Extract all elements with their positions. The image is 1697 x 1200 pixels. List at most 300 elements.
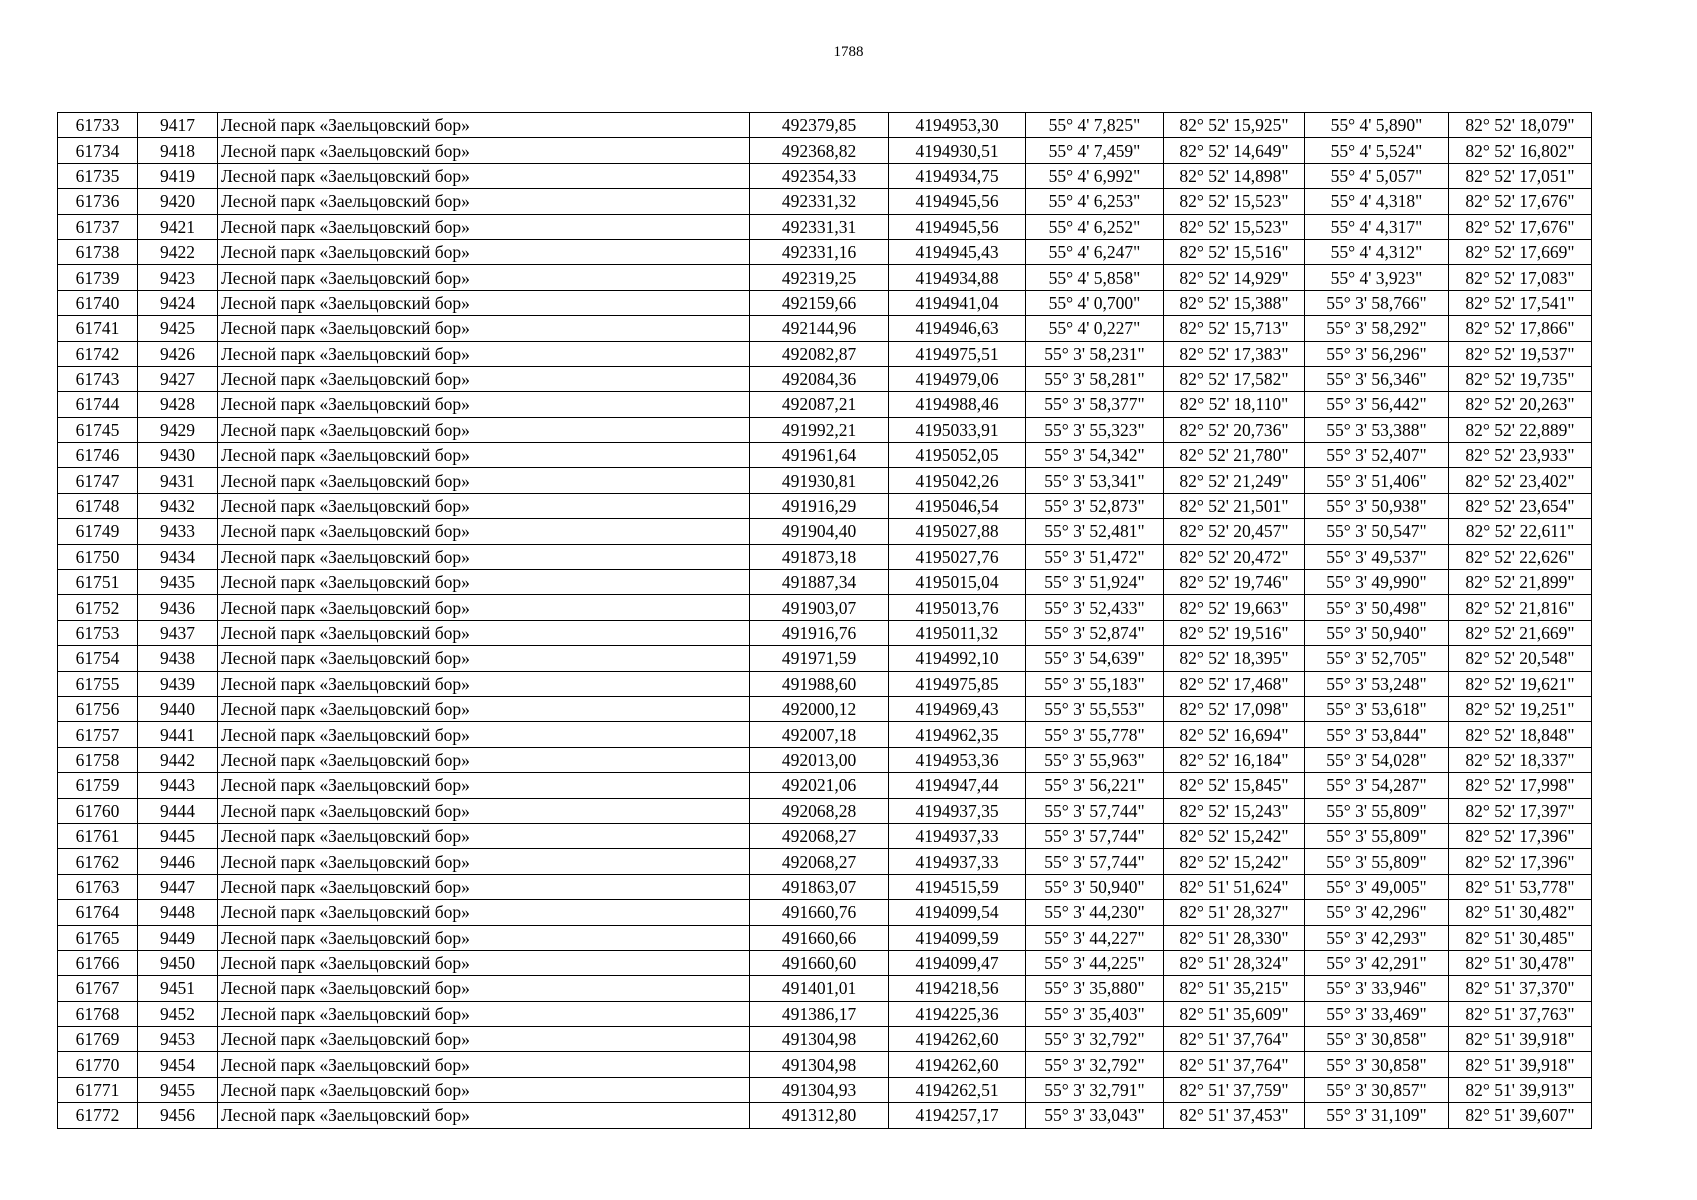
cell-longitude-2: 82° 52' 17,051": [1449, 163, 1592, 188]
cell-object-name: Лесной парк «Заельцовский бор»: [218, 925, 750, 950]
cell-longitude-2: 82° 52' 16,802": [1449, 138, 1592, 163]
cell-y-coordinate: 4194946,63: [889, 316, 1026, 341]
cell-row-number: 61737: [58, 214, 138, 239]
cell-object-name: Лесной парк «Заельцовский бор»: [218, 874, 750, 899]
cell-latitude-2: 55° 3' 49,990": [1305, 570, 1449, 595]
cell-row-number: 61758: [58, 747, 138, 772]
cell-y-coordinate: 4194975,51: [889, 341, 1026, 366]
cell-y-coordinate: 4194992,10: [889, 646, 1026, 671]
cell-row-number: 61745: [58, 417, 138, 442]
cell-longitude-2: 82° 52' 17,396": [1449, 849, 1592, 874]
cell-latitude-1: 55° 4' 0,700": [1026, 290, 1164, 315]
table-row: [58, 849, 1592, 874]
cell-x-coordinate: 491904,40: [750, 519, 889, 544]
cell-latitude-2: 55° 3' 55,809": [1305, 823, 1449, 848]
table-row: [58, 1052, 1592, 1077]
cell-y-coordinate: 4195033,91: [889, 417, 1026, 442]
table-row: [58, 646, 1592, 671]
cell-y-coordinate: 4194945,43: [889, 239, 1026, 264]
cell-row-number: 61739: [58, 265, 138, 290]
cell-object-name: Лесной парк «Заельцовский бор»: [218, 798, 750, 823]
table-row: [58, 316, 1592, 341]
cell-x-coordinate: 491304,98: [750, 1027, 889, 1052]
cell-x-coordinate: 491971,59: [750, 646, 889, 671]
cell-row-number: 61762: [58, 849, 138, 874]
cell-longitude-1: 82° 52' 15,845": [1164, 773, 1305, 798]
cell-row-number: 61753: [58, 620, 138, 645]
cell-object-name: Лесной парк «Заельцовский бор»: [218, 366, 750, 391]
cell-point-number: 9443: [138, 773, 218, 798]
cell-object-name: Лесной парк «Заельцовский бор»: [218, 976, 750, 1001]
table-row: [58, 773, 1592, 798]
cell-longitude-2: 82° 52' 20,548": [1449, 646, 1592, 671]
cell-x-coordinate: 492331,16: [750, 239, 889, 264]
cell-latitude-2: 55° 3' 55,809": [1305, 849, 1449, 874]
cell-point-number: 9452: [138, 1001, 218, 1026]
cell-object-name: Лесной парк «Заельцовский бор»: [218, 696, 750, 721]
cell-y-coordinate: 4194979,06: [889, 366, 1026, 391]
cell-object-name: Лесной парк «Заельцовский бор»: [218, 1001, 750, 1026]
cell-longitude-1: 82° 52' 20,457": [1164, 519, 1305, 544]
cell-longitude-2: 82° 52' 22,626": [1449, 544, 1592, 569]
cell-object-name: Лесной парк «Заельцовский бор»: [218, 570, 750, 595]
table-row: [58, 265, 1592, 290]
cell-object-name: Лесной парк «Заельцовский бор»: [218, 417, 750, 442]
cell-y-coordinate: 4194515,59: [889, 874, 1026, 899]
cell-latitude-2: 55° 3' 53,618": [1305, 696, 1449, 721]
cell-longitude-1: 82° 52' 21,501": [1164, 493, 1305, 518]
cell-point-number: 9455: [138, 1077, 218, 1102]
cell-y-coordinate: 4194953,36: [889, 747, 1026, 772]
cell-row-number: 61735: [58, 163, 138, 188]
cell-latitude-1: 55° 3' 51,472": [1026, 544, 1164, 569]
cell-longitude-2: 82° 52' 22,889": [1449, 417, 1592, 442]
cell-longitude-2: 82° 52' 21,669": [1449, 620, 1592, 645]
cell-y-coordinate: 4194257,17: [889, 1103, 1026, 1128]
cell-latitude-2: 55° 3' 53,248": [1305, 671, 1449, 696]
cell-row-number: 61752: [58, 595, 138, 620]
cell-row-number: 61754: [58, 646, 138, 671]
cell-row-number: 61744: [58, 392, 138, 417]
cell-longitude-2: 82° 52' 22,611": [1449, 519, 1592, 544]
cell-x-coordinate: 491660,66: [750, 925, 889, 950]
cell-y-coordinate: 4194099,47: [889, 950, 1026, 975]
cell-point-number: 9433: [138, 519, 218, 544]
cell-point-number: 9446: [138, 849, 218, 874]
cell-latitude-1: 55° 3' 55,183": [1026, 671, 1164, 696]
cell-latitude-1: 55° 3' 55,553": [1026, 696, 1164, 721]
cell-x-coordinate: 492068,27: [750, 849, 889, 874]
cell-point-number: 9422: [138, 239, 218, 264]
cell-object-name: Лесной парк «Заельцовский бор»: [218, 493, 750, 518]
cell-object-name: Лесной парк «Заельцовский бор»: [218, 900, 750, 925]
cell-row-number: 61738: [58, 239, 138, 264]
cell-row-number: 61770: [58, 1052, 138, 1077]
table-row: [58, 823, 1592, 848]
table-row: [58, 570, 1592, 595]
cell-latitude-1: 55° 3' 52,433": [1026, 595, 1164, 620]
table-row: [58, 519, 1592, 544]
cell-point-number: 9454: [138, 1052, 218, 1077]
cell-object-name: Лесной парк «Заельцовский бор»: [218, 722, 750, 747]
cell-latitude-1: 55° 3' 54,639": [1026, 646, 1164, 671]
cell-object-name: Лесной парк «Заельцовский бор»: [218, 265, 750, 290]
cell-point-number: 9427: [138, 366, 218, 391]
cell-latitude-2: 55° 4' 4,318": [1305, 189, 1449, 214]
table-row: [58, 468, 1592, 493]
cell-longitude-2: 82° 51' 37,370": [1449, 976, 1592, 1001]
table-row: [58, 671, 1592, 696]
cell-object-name: Лесной парк «Заельцовский бор»: [218, 747, 750, 772]
cell-object-name: Лесной парк «Заельцовский бор»: [218, 1052, 750, 1077]
cell-longitude-1: 82° 52' 21,249": [1164, 468, 1305, 493]
cell-longitude-1: 82° 51' 51,624": [1164, 874, 1305, 899]
cell-row-number: 61750: [58, 544, 138, 569]
cell-longitude-1: 82° 52' 21,780": [1164, 443, 1305, 468]
cell-latitude-2: 55° 3' 42,291": [1305, 950, 1449, 975]
cell-row-number: 61742: [58, 341, 138, 366]
cell-y-coordinate: 4195052,05: [889, 443, 1026, 468]
cell-latitude-1: 55° 3' 35,880": [1026, 976, 1164, 1001]
cell-y-coordinate: 4194262,51: [889, 1077, 1026, 1102]
cell-y-coordinate: 4195027,88: [889, 519, 1026, 544]
cell-object-name: Лесной парк «Заельцовский бор»: [218, 595, 750, 620]
cell-longitude-1: 82° 51' 37,764": [1164, 1052, 1305, 1077]
cell-latitude-1: 55° 4' 6,253": [1026, 189, 1164, 214]
cell-point-number: 9434: [138, 544, 218, 569]
table-row: [58, 620, 1592, 645]
cell-y-coordinate: 4195011,32: [889, 620, 1026, 645]
cell-latitude-1: 55° 3' 53,341": [1026, 468, 1164, 493]
cell-row-number: 61759: [58, 773, 138, 798]
cell-longitude-1: 82° 52' 14,929": [1164, 265, 1305, 290]
cell-latitude-1: 55° 4' 5,858": [1026, 265, 1164, 290]
cell-longitude-2: 82° 52' 18,848": [1449, 722, 1592, 747]
cell-latitude-2: 55° 4' 3,923": [1305, 265, 1449, 290]
cell-x-coordinate: 491401,01: [750, 976, 889, 1001]
cell-longitude-2: 82° 51' 30,485": [1449, 925, 1592, 950]
cell-latitude-2: 55° 3' 58,292": [1305, 316, 1449, 341]
cell-point-number: 9450: [138, 950, 218, 975]
cell-x-coordinate: 492021,06: [750, 773, 889, 798]
cell-row-number: 61751: [58, 570, 138, 595]
cell-y-coordinate: 4194941,04: [889, 290, 1026, 315]
cell-latitude-1: 55° 4' 7,459": [1026, 138, 1164, 163]
cell-latitude-2: 55° 3' 31,109": [1305, 1103, 1449, 1128]
cell-longitude-1: 82° 52' 15,243": [1164, 798, 1305, 823]
table-row: [58, 239, 1592, 264]
cell-y-coordinate: 4194937,33: [889, 823, 1026, 848]
cell-object-name: Лесной парк «Заельцовский бор»: [218, 214, 750, 239]
cell-point-number: 9445: [138, 823, 218, 848]
cell-object-name: Лесной парк «Заельцовский бор»: [218, 443, 750, 468]
cell-longitude-1: 82° 52' 17,468": [1164, 671, 1305, 696]
cell-point-number: 9438: [138, 646, 218, 671]
cell-x-coordinate: 492082,87: [750, 341, 889, 366]
cell-object-name: Лесной парк «Заельцовский бор»: [218, 468, 750, 493]
cell-row-number: 61746: [58, 443, 138, 468]
cell-row-number: 61771: [58, 1077, 138, 1102]
cell-x-coordinate: 492068,27: [750, 823, 889, 848]
cell-y-coordinate: 4194262,60: [889, 1052, 1026, 1077]
cell-object-name: Лесной парк «Заельцовский бор»: [218, 1103, 750, 1128]
cell-row-number: 61734: [58, 138, 138, 163]
cell-latitude-1: 55° 3' 33,043": [1026, 1103, 1164, 1128]
cell-latitude-1: 55° 3' 44,227": [1026, 925, 1164, 950]
cell-object-name: Лесной парк «Заельцовский бор»: [218, 163, 750, 188]
cell-point-number: 9456: [138, 1103, 218, 1128]
cell-x-coordinate: 492319,25: [750, 265, 889, 290]
table-row: [58, 189, 1592, 214]
cell-longitude-2: 82° 52' 21,899": [1449, 570, 1592, 595]
cell-latitude-2: 55° 3' 53,388": [1305, 417, 1449, 442]
cell-point-number: 9440: [138, 696, 218, 721]
cell-longitude-2: 82° 52' 19,735": [1449, 366, 1592, 391]
cell-point-number: 9436: [138, 595, 218, 620]
cell-latitude-1: 55° 4' 6,252": [1026, 214, 1164, 239]
cell-y-coordinate: 4194262,60: [889, 1027, 1026, 1052]
cell-object-name: Лесной парк «Заельцовский бор»: [218, 290, 750, 315]
cell-longitude-2: 82° 51' 37,763": [1449, 1001, 1592, 1026]
cell-latitude-2: 55° 3' 42,293": [1305, 925, 1449, 950]
cell-y-coordinate: 4194934,88: [889, 265, 1026, 290]
cell-longitude-1: 82° 52' 15,713": [1164, 316, 1305, 341]
cell-row-number: 61741: [58, 316, 138, 341]
cell-row-number: 61764: [58, 900, 138, 925]
table-row: [58, 113, 1592, 138]
cell-row-number: 61756: [58, 696, 138, 721]
cell-longitude-1: 82° 52' 20,472": [1164, 544, 1305, 569]
table-row: [58, 747, 1592, 772]
cell-longitude-2: 82° 51' 39,913": [1449, 1077, 1592, 1102]
cell-longitude-1: 82° 52' 15,242": [1164, 849, 1305, 874]
cell-latitude-2: 55° 3' 30,858": [1305, 1052, 1449, 1077]
cell-latitude-1: 55° 3' 32,792": [1026, 1052, 1164, 1077]
cell-y-coordinate: 4194225,36: [889, 1001, 1026, 1026]
cell-point-number: 9453: [138, 1027, 218, 1052]
cell-longitude-1: 82° 52' 19,746": [1164, 570, 1305, 595]
cell-longitude-2: 82° 52' 17,541": [1449, 290, 1592, 315]
cell-longitude-1: 82° 51' 37,453": [1164, 1103, 1305, 1128]
cell-x-coordinate: 492013,00: [750, 747, 889, 772]
cell-latitude-1: 55° 3' 44,230": [1026, 900, 1164, 925]
cell-x-coordinate: 491304,93: [750, 1077, 889, 1102]
cell-y-coordinate: 4194953,30: [889, 113, 1026, 138]
cell-x-coordinate: 491961,64: [750, 443, 889, 468]
cell-latitude-1: 55° 3' 51,924": [1026, 570, 1164, 595]
coordinates-table-body: [58, 113, 1592, 1129]
table-row: [58, 392, 1592, 417]
table-row: [58, 925, 1592, 950]
cell-point-number: 9448: [138, 900, 218, 925]
cell-y-coordinate: 4194947,44: [889, 773, 1026, 798]
coordinates-table: [57, 112, 1592, 1129]
cell-y-coordinate: 4194945,56: [889, 214, 1026, 239]
cell-latitude-2: 55° 4' 4,317": [1305, 214, 1449, 239]
cell-y-coordinate: 4194945,56: [889, 189, 1026, 214]
cell-longitude-1: 82° 52' 20,736": [1164, 417, 1305, 442]
cell-longitude-2: 82° 51' 39,918": [1449, 1052, 1592, 1077]
cell-row-number: 61747: [58, 468, 138, 493]
cell-latitude-2: 55° 3' 33,469": [1305, 1001, 1449, 1026]
cell-longitude-2: 82° 52' 19,251": [1449, 696, 1592, 721]
cell-longitude-1: 82° 52' 14,898": [1164, 163, 1305, 188]
cell-longitude-2: 82° 52' 17,866": [1449, 316, 1592, 341]
cell-y-coordinate: 4194962,35: [889, 722, 1026, 747]
cell-object-name: Лесной парк «Заельцовский бор»: [218, 671, 750, 696]
cell-latitude-2: 55° 3' 52,705": [1305, 646, 1449, 671]
cell-x-coordinate: 492331,32: [750, 189, 889, 214]
cell-y-coordinate: 4195046,54: [889, 493, 1026, 518]
cell-latitude-1: 55° 3' 57,744": [1026, 823, 1164, 848]
cell-x-coordinate: 491386,17: [750, 1001, 889, 1026]
cell-latitude-1: 55° 3' 55,323": [1026, 417, 1164, 442]
cell-latitude-1: 55° 4' 6,992": [1026, 163, 1164, 188]
cell-longitude-2: 82° 51' 53,778": [1449, 874, 1592, 899]
table-row: [58, 163, 1592, 188]
cell-longitude-1: 82° 52' 16,184": [1164, 747, 1305, 772]
cell-longitude-2: 82° 52' 19,537": [1449, 341, 1592, 366]
cell-x-coordinate: 491304,98: [750, 1052, 889, 1077]
cell-object-name: Лесной парк «Заельцовский бор»: [218, 849, 750, 874]
cell-longitude-2: 82° 52' 20,263": [1449, 392, 1592, 417]
cell-object-name: Лесной парк «Заельцовский бор»: [218, 646, 750, 671]
cell-longitude-1: 82° 51' 35,609": [1164, 1001, 1305, 1026]
cell-x-coordinate: 492354,33: [750, 163, 889, 188]
table-row: [58, 900, 1592, 925]
page-number: 1788: [833, 44, 864, 60]
cell-x-coordinate: 491660,76: [750, 900, 889, 925]
cell-latitude-2: 55° 3' 54,287": [1305, 773, 1449, 798]
cell-point-number: 9428: [138, 392, 218, 417]
cell-latitude-2: 55° 3' 50,498": [1305, 595, 1449, 620]
cell-object-name: Лесной парк «Заельцовский бор»: [218, 519, 750, 544]
cell-latitude-2: 55° 4' 4,312": [1305, 239, 1449, 264]
table-row: [58, 1103, 1592, 1128]
cell-latitude-2: 55° 4' 5,890": [1305, 113, 1449, 138]
cell-latitude-2: 55° 3' 56,442": [1305, 392, 1449, 417]
cell-x-coordinate: 491660,60: [750, 950, 889, 975]
cell-latitude-1: 55° 3' 58,377": [1026, 392, 1164, 417]
cell-y-coordinate: 4194969,43: [889, 696, 1026, 721]
cell-longitude-1: 82° 51' 28,324": [1164, 950, 1305, 975]
cell-object-name: Лесной парк «Заельцовский бор»: [218, 773, 750, 798]
cell-y-coordinate: 4195042,26: [889, 468, 1026, 493]
cell-point-number: 9423: [138, 265, 218, 290]
cell-x-coordinate: 491930,81: [750, 468, 889, 493]
cell-point-number: 9421: [138, 214, 218, 239]
cell-row-number: 61749: [58, 519, 138, 544]
cell-row-number: 61760: [58, 798, 138, 823]
cell-longitude-2: 82° 52' 21,816": [1449, 595, 1592, 620]
cell-y-coordinate: 4194930,51: [889, 138, 1026, 163]
cell-longitude-2: 82° 52' 17,676": [1449, 214, 1592, 239]
cell-object-name: Лесной парк «Заельцовский бор»: [218, 823, 750, 848]
cell-y-coordinate: 4195013,76: [889, 595, 1026, 620]
cell-object-name: Лесной парк «Заельцовский бор»: [218, 1027, 750, 1052]
cell-longitude-2: 82° 52' 23,654": [1449, 493, 1592, 518]
cell-latitude-1: 55° 3' 32,791": [1026, 1077, 1164, 1102]
cell-latitude-2: 55° 3' 56,346": [1305, 366, 1449, 391]
cell-latitude-1: 55° 3' 57,744": [1026, 849, 1164, 874]
cell-latitude-1: 55° 3' 35,403": [1026, 1001, 1164, 1026]
cell-point-number: 9441: [138, 722, 218, 747]
cell-longitude-2: 82° 52' 17,676": [1449, 189, 1592, 214]
cell-x-coordinate: 491992,21: [750, 417, 889, 442]
cell-object-name: Лесной парк «Заельцовский бор»: [218, 950, 750, 975]
cell-object-name: Лесной парк «Заельцовский бор»: [218, 620, 750, 645]
cell-point-number: 9424: [138, 290, 218, 315]
cell-x-coordinate: 491916,76: [750, 620, 889, 645]
cell-longitude-2: 82° 51' 39,607": [1449, 1103, 1592, 1128]
cell-x-coordinate: 492084,36: [750, 366, 889, 391]
table-row: [58, 544, 1592, 569]
cell-point-number: 9425: [138, 316, 218, 341]
cell-latitude-1: 55° 3' 44,225": [1026, 950, 1164, 975]
cell-longitude-2: 82° 52' 17,083": [1449, 265, 1592, 290]
cell-x-coordinate: 492000,12: [750, 696, 889, 721]
cell-longitude-1: 82° 52' 18,395": [1164, 646, 1305, 671]
cell-y-coordinate: 4195015,04: [889, 570, 1026, 595]
cell-longitude-1: 82° 52' 14,649": [1164, 138, 1305, 163]
cell-longitude-2: 82° 52' 19,621": [1449, 671, 1592, 696]
cell-row-number: 61743: [58, 366, 138, 391]
cell-point-number: 9442: [138, 747, 218, 772]
cell-object-name: Лесной парк «Заельцовский бор»: [218, 239, 750, 264]
table-row: [58, 1001, 1592, 1026]
table-row: [58, 874, 1592, 899]
table-row: [58, 722, 1592, 747]
cell-x-coordinate: 492368,82: [750, 138, 889, 163]
table-row: [58, 950, 1592, 975]
cell-latitude-1: 55° 3' 55,963": [1026, 747, 1164, 772]
cell-y-coordinate: 4194099,54: [889, 900, 1026, 925]
cell-x-coordinate: 491873,18: [750, 544, 889, 569]
cell-point-number: 9444: [138, 798, 218, 823]
cell-longitude-1: 82° 52' 16,694": [1164, 722, 1305, 747]
cell-latitude-2: 55° 3' 58,766": [1305, 290, 1449, 315]
cell-latitude-2: 55° 3' 42,296": [1305, 900, 1449, 925]
cell-y-coordinate: 4194934,75: [889, 163, 1026, 188]
cell-longitude-2: 82° 51' 30,478": [1449, 950, 1592, 975]
cell-longitude-1: 82° 51' 37,764": [1164, 1027, 1305, 1052]
table-row: [58, 366, 1592, 391]
cell-longitude-1: 82° 52' 15,242": [1164, 823, 1305, 848]
cell-y-coordinate: 4194099,59: [889, 925, 1026, 950]
cell-latitude-1: 55° 3' 55,778": [1026, 722, 1164, 747]
cell-row-number: 61765: [58, 925, 138, 950]
table-row: [58, 341, 1592, 366]
cell-point-number: 9451: [138, 976, 218, 1001]
cell-point-number: 9419: [138, 163, 218, 188]
cell-point-number: 9447: [138, 874, 218, 899]
table-row: [58, 493, 1592, 518]
cell-latitude-1: 55° 3' 52,481": [1026, 519, 1164, 544]
cell-latitude-1: 55° 3' 52,873": [1026, 493, 1164, 518]
cell-x-coordinate: 492144,96: [750, 316, 889, 341]
cell-row-number: 61736: [58, 189, 138, 214]
cell-x-coordinate: 492068,28: [750, 798, 889, 823]
cell-point-number: 9420: [138, 189, 218, 214]
cell-point-number: 9417: [138, 113, 218, 138]
cell-latitude-1: 55° 3' 52,874": [1026, 620, 1164, 645]
cell-latitude-1: 55° 3' 58,281": [1026, 366, 1164, 391]
cell-latitude-2: 55° 4' 5,057": [1305, 163, 1449, 188]
table-row: [58, 1077, 1592, 1102]
cell-latitude-2: 55° 3' 56,296": [1305, 341, 1449, 366]
cell-latitude-1: 55° 4' 6,247": [1026, 239, 1164, 264]
cell-x-coordinate: 492159,66: [750, 290, 889, 315]
